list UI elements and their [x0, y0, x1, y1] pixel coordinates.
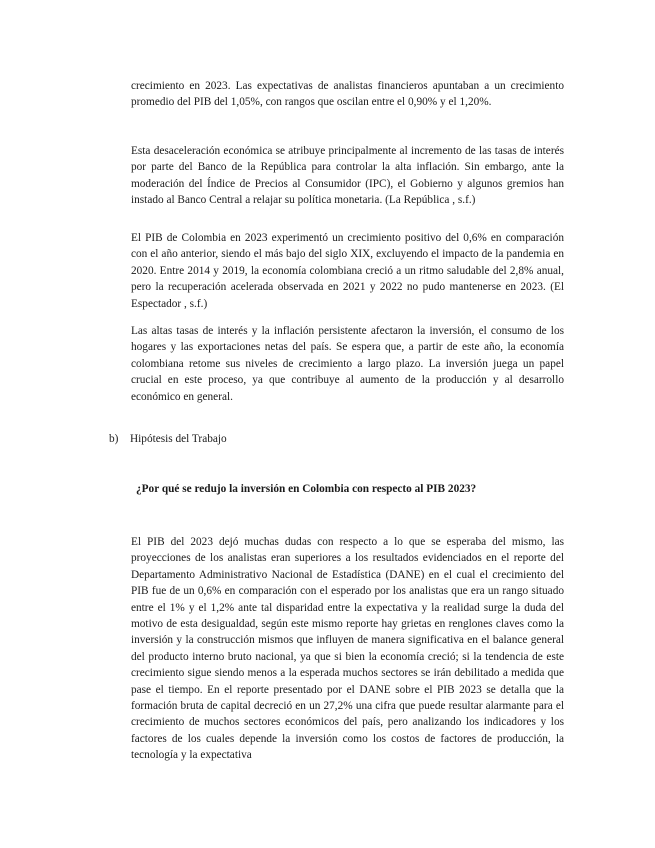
- paragraph-growth-expectations: crecimiento en 2023. Las expectativas de analistas financieros apuntaban a un crecimiento promedio del PIB del 1,05%, con rangos que oscilan entre el 0,90% y el 1,20%.: [131, 80, 564, 109]
- paragraph-investment-impact: Las altas tasas de interés y la inflación persistente afectaron la inversión, el consumo de los hogares y las exportaciones netas del país. Se espera que, a partir de este año, la economía colombiana retome sus niveles de crecimiento a largo plazo. La inversión juega un papel crucial en este proceso, ya que contribuye al aumento de la producción y al desarrollo económico en general.: [131, 325, 564, 403]
- research-question: ¿Por qué se redujo la inversión en Colombia con respecto al PIB 2023?: [136, 483, 477, 495]
- section-title: Hipótesis del Trabajo: [130, 433, 227, 445]
- section-marker: b): [109, 433, 119, 445]
- paragraph-interest-rates: Esta desaceleración económica se atribuye principalmente al incremento de las tasas de interés por parte del Banco de la República para controlar la alta inflación. Sin embargo, ante la moderación del Índice de Precios al Consumidor (IPC), el Gobierno y algunos gremios han instado al Banco Central a relajar su política monetaria. (La República , s.f.): [131, 145, 564, 207]
- paragraph-hypothesis-body: El PIB del 2023 dejó muchas dudas con respecto a lo que se esperaba del mismo, las proyecciones de los analistas eran superiores a los resultados evidenciados en el reporte del Departamento Administrativo Nacional de Estadística (DANE) en el cual el crecimiento del PIB fue de un 0,6% en comparación con el esperado por los analistas que era un rango situado entre el 1% y el 1,2% ante tal disparidad entre la expectativa y la realidad surge la duda del motivo de esta desigualdad, según este mismo reporte hay grietas en renglones claves como la inversión y la construcción mismos que influyen de manera significativa en el balance general del producto interno bruto nacional, ya que si bien la economía creció; si la tendencia de este crecimiento sigue siendo menos a la esperada muchos sectores se irán debilitado a medida que pase el tiempo. En el reporte presentado por el DANE sobre el PIB 2023 se detalla que la formación bruta de capital decreció en un 27,2% una cifra que puede resultar alarmante para el crecimiento de muchos sectores económicos del país, pero analizando los indicadores y los factores de los cuales depende la inversión como los costos de factores de producción, la tecnología y la expectativa: [131, 536, 564, 762]
- paragraph-pib-colombia: El PIB de Colombia en 2023 experimentó un crecimiento positivo del 0,6% en comparación con el año anterior, siendo el más bajo del siglo XIX, excluyendo el impacto de la pandemia en 2020. Entre 2014 y 2019, la economía colombiana creció a un ritmo saludable del 2,8% anual, pero la recuperación acelerada observada en 2021 y 2022 no pudo mantenerse en 2023. (El Espectador , s.f.): [131, 232, 564, 310]
- section-heading-hypothesis: [109, 431, 227, 447]
